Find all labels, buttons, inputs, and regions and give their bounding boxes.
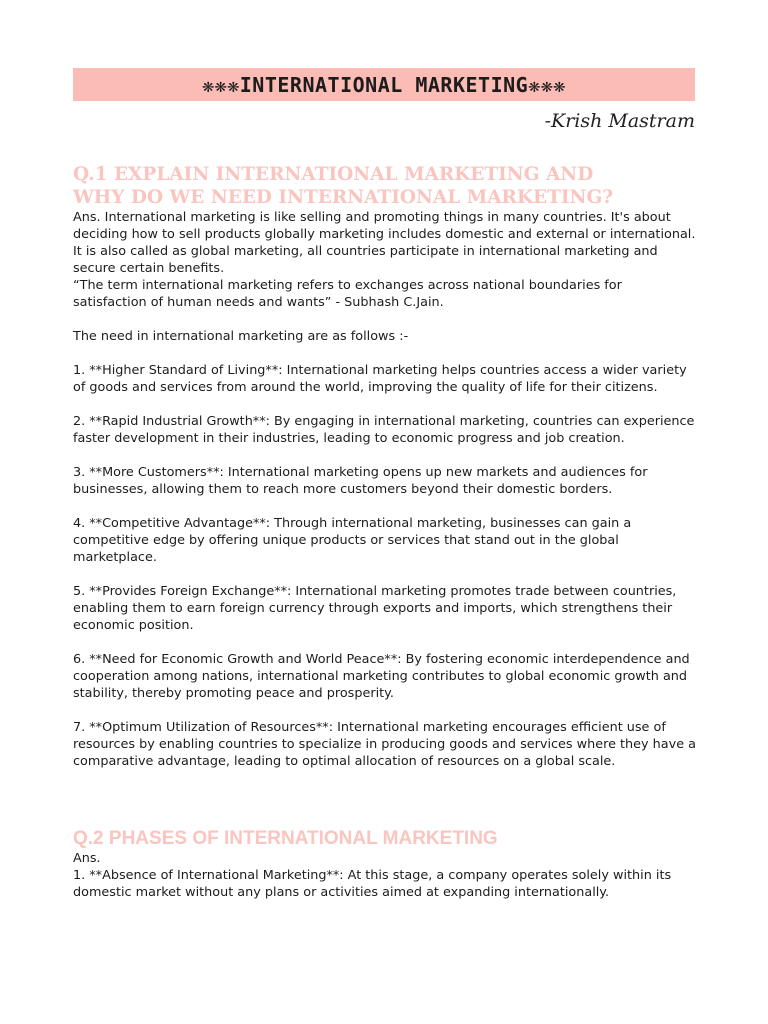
need-item-3: 3. **More Customers**: International marketing opens up new markets and audiences for businesses, allowing them to reach more customers beyond their domestic borders. [73,465,648,497]
answer-label: Ans. [73,851,101,866]
need-item-2: 2. **Rapid Industrial Growth**: By engaging in international marketing, countries can experience faster development in their industries, leading to economic progress and job creation. [73,414,695,446]
document-title: ❋❋❋INTERNATIONAL MARKETING❋❋❋ [202,72,566,97]
definition-quote: “The term international marketing refers to exchanges across national boundaries for satisfaction of human needs and wants” - Subhash C.Jain. [73,278,622,310]
need-item-5: 5. **Provides Foreign Exchange**: International marketing promotes trade between countries, enabling them to earn foreign currency through exports and imports, which strengthens their economic position. [73,584,677,633]
question-2-heading: Q.2 PHASES OF INTERNATIONAL MARKETING [73,828,498,849]
need-item-4: 4. **Competitive Advantage**: Through international marketing, businesses can gain a competitive edge by offering unique products or services that stand out in the global marketplace. [73,516,632,565]
answer-paragraph: Ans. International marketing is like selling and promoting things in many countries. It's about deciding how to sell products globally marketing includes domestic and external or international. It is also called as global marketing, all countries participate in international marketing and secure certain benefits. [73,210,696,276]
need-intro: The need in international marketing are as follows :- [73,329,409,344]
need-item-7: 7. **Optimum Utilization of Resources**: International marketing encourages efficient use of resources by enabling countries to specialize in producing goods and services where they have a comparative advantage, leading to optimal allocation of resources on a global scale. [73,720,696,769]
phase-item-1: 1. **Absence of International Marketing**: At this stage, a company operates solely within its domestic market without any plans or activities aimed at expanding internationally. [73,868,672,900]
question-1-heading-line2: WHY DO WE NEED INTERNATIONAL MARKETING? [73,187,614,208]
question-2-body [73,850,698,901]
question-1-heading [73,163,713,209]
title-banner [73,68,695,101]
need-item-1: 1. **Higher Standard of Living**: International marketing helps countries access a wider variety of goods and services from around the world, improving the quality of life for their citizens. [73,363,687,395]
question-1-heading-line1: Q.1 EXPLAIN INTERNATIONAL MARKETING AND [73,164,594,185]
author-signature: -Krish Mastram [544,110,695,132]
question-1-body [73,209,698,770]
need-item-6: 6. **Need for Economic Growth and World Peace**: By fostering economic interdependence and cooperation among nations, international marketing contributes to global economic growth and stability, thereby promoting peace and prosperity. [73,652,690,701]
